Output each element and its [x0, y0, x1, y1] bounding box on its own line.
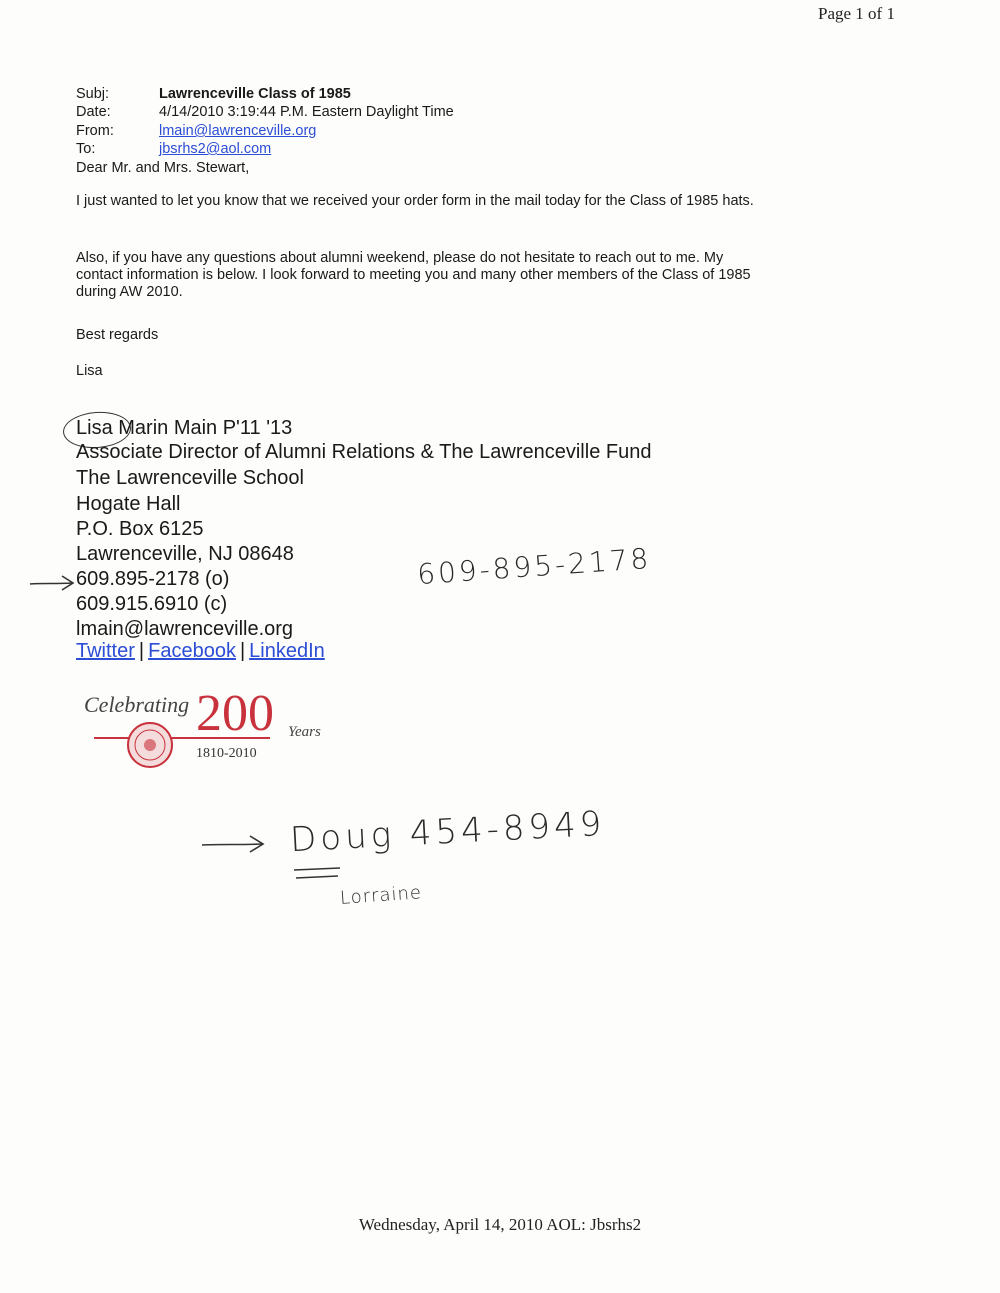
- signature-building: Hogate Hall: [76, 493, 181, 515]
- closing: Best regards: [76, 327, 159, 343]
- from-label: From:: [76, 123, 114, 139]
- date-value: 4/14/2010 3:19:44 P.M. Eastern Daylight Time: [159, 104, 454, 120]
- signature-title: Associate Director of Alumni Relations & The Lawrenceville Fund: [76, 441, 652, 463]
- handwritten-lorraine: Lorraine: [339, 882, 423, 909]
- greeting: Dear Mr. and Mrs. Stewart,: [76, 160, 250, 176]
- to-label: To:: [76, 141, 96, 157]
- paragraph-2: [76, 250, 876, 301]
- signature-phone-office: 609.895-2178 (o): [76, 568, 230, 590]
- signature-phone-cell: 609.915.6910 (c): [76, 593, 228, 615]
- signature-org: The Lawrenceville School: [76, 467, 304, 489]
- logo-number: 200: [196, 685, 274, 742]
- handwritten-underline: [292, 864, 352, 884]
- signature-po-box: P.O. Box 6125: [76, 518, 204, 540]
- date-label: Date:: [76, 104, 111, 120]
- signature-email: lmain@lawrenceville.org: [76, 618, 294, 640]
- logo-years: Years: [288, 724, 321, 740]
- celebrating-200-years-logo: [84, 682, 334, 772]
- logo-celebrating: Celebrating: [84, 692, 190, 717]
- signature-city: Lawrenceville, NJ 08648: [76, 543, 294, 565]
- handwritten-phone-note: 609-895-2178: [416, 541, 653, 592]
- footer-line: Wednesday, April 14, 2010 AOL: Jbsrhs2: [358, 1215, 642, 1234]
- to-email-link[interactable]: jbsrhs2@aol.com: [159, 141, 272, 157]
- social-links: Twitter | Facebook | LinkedIn: [76, 640, 325, 662]
- paragraph-2-line: contact information is below. I look forward to meeting you and many other members of the Class of 1985: [76, 267, 751, 283]
- logo-span: 1810-2010: [196, 746, 257, 761]
- subject-value: Lawrenceville Class of 1985: [159, 86, 351, 102]
- subject-label: Subj:: [76, 86, 110, 102]
- sender-first-name: Lisa: [76, 363, 103, 379]
- linkedin-link[interactable]: LinkedIn: [249, 640, 325, 662]
- paragraph-2-line: during AW 2010.: [76, 284, 183, 300]
- handwritten-doug-note: Doug 454-8949: [289, 803, 607, 861]
- signature-name: Lisa Marin Main P'11 '13: [76, 417, 293, 439]
- paragraph-1: I just wanted to let you know that we received your order form in the mail today for the Class of 1985 hats.: [76, 193, 754, 209]
- handwritten-arrow-icon: [28, 572, 76, 594]
- from-email-link[interactable]: lmain@lawrenceville.org: [159, 123, 317, 139]
- paragraph-2-line: Also, if you have any questions about alumni weekend, please do not hesitate to reach out to me. My: [76, 250, 724, 266]
- twitter-link[interactable]: Twitter: [76, 640, 135, 662]
- page-number: Page 1 of 1: [818, 4, 895, 23]
- handwritten-arrow-icon: [200, 832, 270, 856]
- facebook-link[interactable]: Facebook: [148, 640, 236, 662]
